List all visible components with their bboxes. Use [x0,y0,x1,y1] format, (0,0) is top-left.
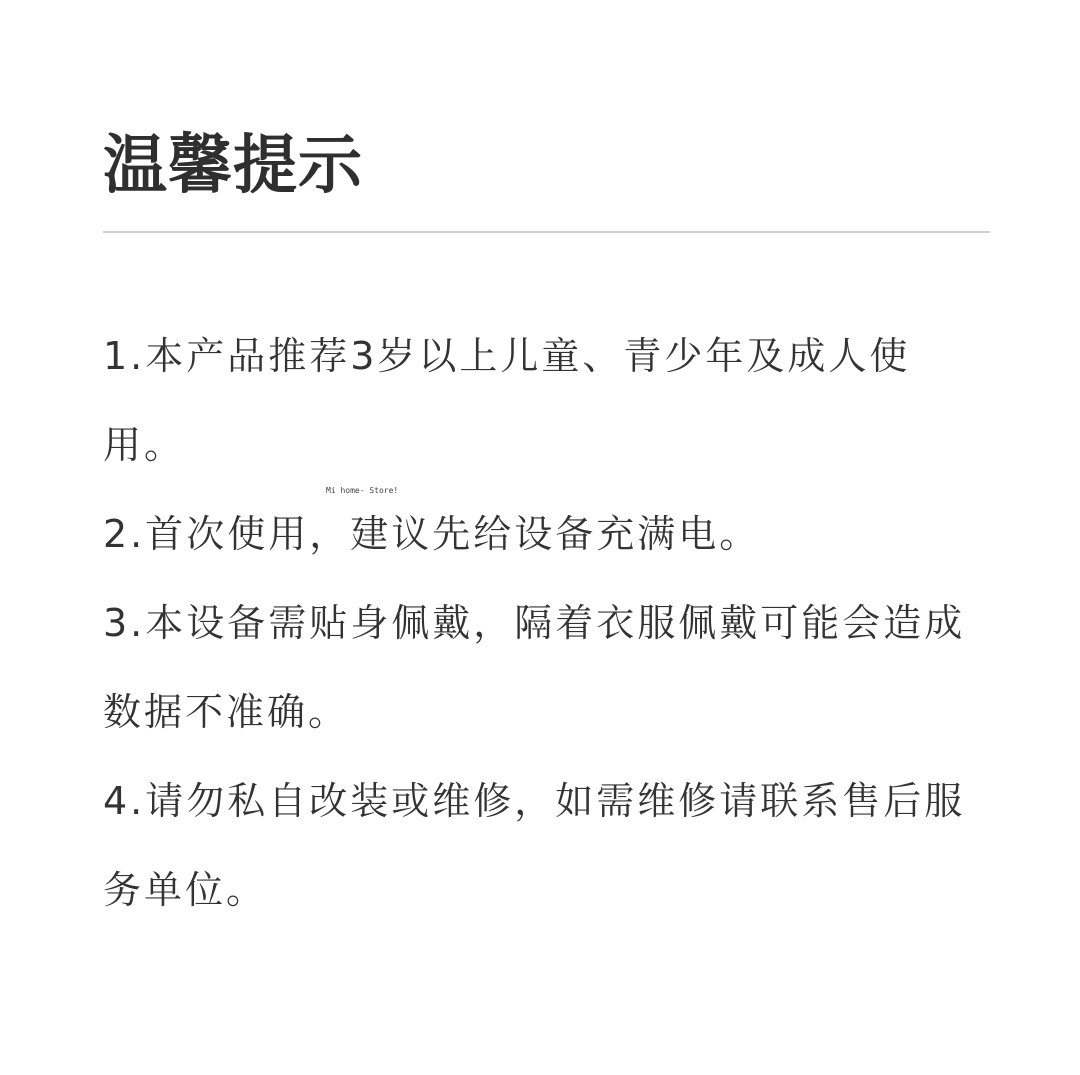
tip-item-2: 2.首次使用，建议先给设备充满电。 [103,512,761,556]
store-watermark: Mi home- Store! [326,486,399,495]
tip-item-4: 4.请勿私自改装或维修，如需维修请联系售后服务单位。 [103,779,966,912]
title-divider [103,231,990,233]
page-title: 温馨提示 [103,129,363,203]
tips-list [103,312,988,935]
tip-item-1: 1.本产品推荐3岁以上儿童、青少年及成人使用。 [103,334,911,467]
tip-item-3: 3.本设备需贴身佩戴，隔着衣服佩戴可能会造成数据不准确。 [103,601,966,734]
